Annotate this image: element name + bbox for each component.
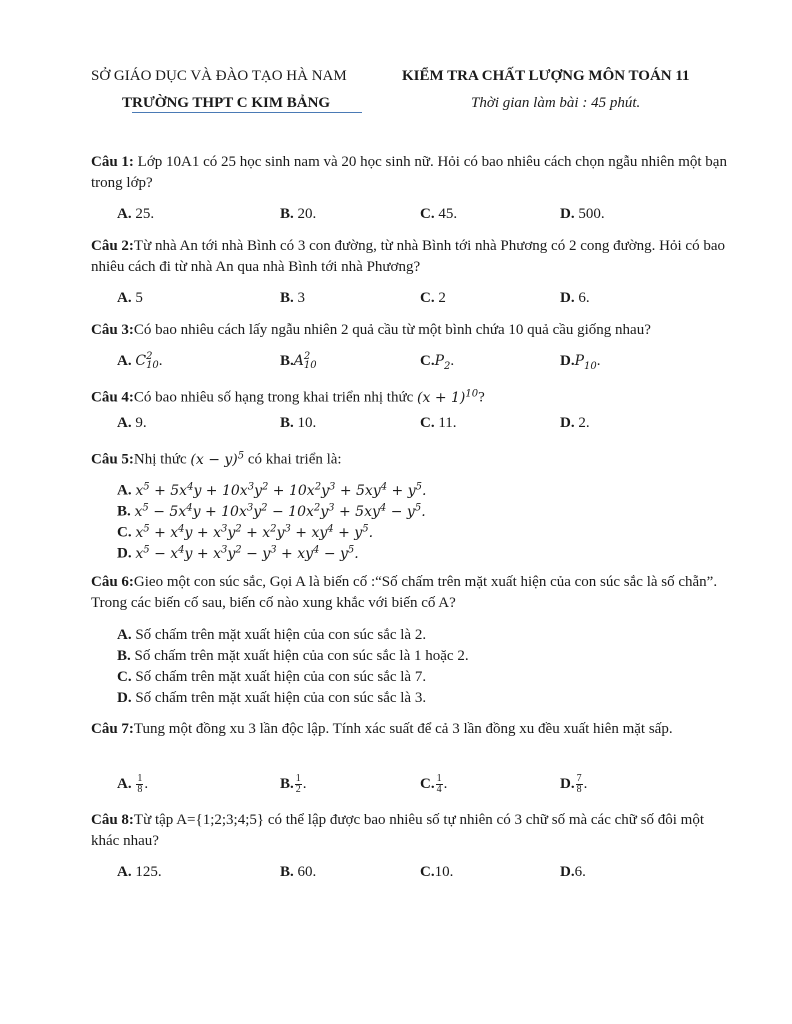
option-a — [117, 625, 426, 645]
arrangement-symbol — [294, 353, 317, 369]
subscript: 10 — [303, 360, 317, 371]
question-text: Tung một đồng xu 3 lần độc lập. Tính xác suất để cả 3 lần đồng xu đều xuất hiên mặt sấp. — [133, 721, 673, 737]
question-text: Từ nhà An tới nhà Bình có 3 con đường, từ nhà Bình tới nhà Phương có 2 cong đường. Hỏi có bao nhiêu cách đi từ nhà An qua nhà Bình tới nhà Phương? — [91, 238, 726, 275]
question-text: Có bao nhiêu cách lấy ngẫu nhiên 2 quả cầu từ một bình chứa 10 quả cầu giống nhau? — [133, 322, 651, 338]
subscript: 10 — [146, 360, 159, 371]
option-label: B. — [280, 206, 294, 222]
option-label: A. — [117, 864, 132, 880]
symbol-letter: A — [293, 353, 304, 369]
option-text: 2 — [438, 290, 446, 306]
question-7 — [91, 719, 736, 740]
option-d: D. $\frac{7}{8}$ . — [560, 773, 588, 796]
question-end: ? — [478, 389, 485, 406]
binomial-base: (x + 1) — [417, 389, 466, 406]
option-text: 3 — [297, 290, 306, 306]
option-label: D. — [560, 415, 575, 431]
option-label: B. — [117, 503, 131, 520]
expansion-formula: $x^5 - x^4y + x^3y^2 - y^3 + xy^4 - y^5$. — [135, 544, 359, 562]
option-d — [117, 688, 426, 708]
option-b — [280, 204, 316, 224]
numerator: 1 — [436, 773, 442, 785]
option-b: B. $\frac{1}{2}$ . — [280, 773, 307, 796]
exam-duration: Thời gian làm bài : 45 phút. — [471, 95, 641, 111]
question-label: Câu 2: — [91, 238, 134, 254]
question-text-end: có khai triển là: — [244, 451, 342, 468]
subscript: 10 — [584, 360, 597, 372]
option-b — [117, 646, 469, 666]
department-name: SỞ GIÁO DỤC VÀ ĐÀO TẠO HÀ NAM — [91, 68, 347, 84]
option-label: A. — [117, 353, 132, 369]
option-a — [117, 204, 154, 224]
option-label: A. — [117, 206, 132, 222]
option-label: A. — [117, 482, 132, 499]
fraction — [295, 774, 302, 795]
superscript: 2 — [303, 351, 311, 362]
school-underline — [132, 112, 362, 113]
exponent: 10 — [465, 388, 479, 399]
denominator: 4 — [436, 784, 442, 796]
question-3 — [91, 320, 736, 341]
permutation-symbol — [434, 353, 451, 372]
option-label: B. — [280, 776, 294, 792]
option-text: 2. — [578, 415, 590, 431]
question-label: Câu 3: — [91, 322, 134, 338]
question-8 — [91, 810, 736, 852]
option-text: 25. — [135, 206, 155, 222]
option-text: Số chấm trên mặt xuất hiện của con súc sắc là 1 hoặc 2. — [134, 648, 469, 664]
symbol-letter: P — [574, 353, 585, 369]
option-b — [280, 351, 317, 371]
option-text: 125. — [135, 864, 162, 880]
school-name: TRƯỜNG THPT C KIM BẢNG — [122, 95, 331, 111]
question-5 — [91, 445, 736, 471]
option-label: D. — [560, 206, 575, 222]
option-label: B. — [280, 864, 294, 880]
superscript: 2 — [146, 351, 153, 362]
option-label: B. — [280, 290, 294, 306]
numerator: 1 — [295, 773, 301, 785]
option-label: B. — [280, 415, 294, 431]
option-label: B. — [280, 353, 294, 369]
option-label: C. — [420, 776, 435, 792]
option-b — [280, 288, 305, 308]
option-label: C. — [420, 864, 435, 880]
option-label: C. — [420, 290, 435, 306]
exponent: 5 — [237, 450, 245, 461]
option-label: C. — [420, 353, 435, 369]
option-label: A. — [117, 415, 132, 431]
option-c — [420, 862, 453, 882]
option-b — [280, 862, 316, 882]
question-4 — [91, 383, 736, 409]
option-text: 6. — [578, 290, 590, 306]
option-d — [117, 540, 359, 564]
option-d — [560, 288, 590, 308]
option-label: A. — [117, 627, 132, 643]
question-text: Gieo một con súc sắc, Gọi A là biến cố :“Số chấm trên mặt xuất hiện của con súc sắc là số chẵn”. Trong các biến cố sau, biến cố nào xung khắc với biến cố A? — [91, 574, 718, 611]
option-text: 9. — [135, 415, 147, 431]
option-label: D. — [560, 290, 575, 306]
question-text: Từ tập A={1;2;3;4;5} có thể lập được bao nhiêu số tự nhiên có 3 chữ số mà các chữ số đôi một khác nhau? — [91, 812, 705, 849]
exam-title: KIỂM TRA CHẤT LƯỢNG MÔN TOÁN 11 — [402, 68, 690, 84]
question-label: Câu 4: — [91, 389, 134, 406]
symbol-letter: C — [135, 353, 147, 369]
option-a — [117, 288, 143, 308]
option-label: C. — [117, 524, 132, 541]
question-1 — [91, 152, 736, 194]
denominator: 8 — [576, 784, 582, 796]
option-text: 20. — [297, 206, 317, 222]
option-c — [420, 413, 457, 433]
option-label: B. — [117, 648, 131, 664]
option-label: C. — [117, 669, 132, 685]
expansion-formula: $x^5 + x^4y + x^3y^2 + x^2y^3 + xy^4 + y^5$. — [135, 523, 374, 541]
option-text: 11. — [438, 415, 457, 431]
fraction — [576, 774, 583, 795]
question-label: Câu 5: — [91, 451, 134, 468]
option-text: 6. — [574, 864, 586, 880]
option-a — [117, 413, 147, 433]
question-2 — [91, 236, 736, 278]
option-c — [420, 288, 446, 308]
question-text: Lớp 10A1 có 25 học sinh nam và 20 học sinh nữ. Hỏi có bao nhiêu cách chọn ngẫu nhiên một bạn trong lớp? — [91, 154, 727, 191]
denominator: 2 — [295, 784, 301, 796]
binomial-expression — [190, 452, 244, 468]
option-d: $D.P_{10}$. — [560, 353, 601, 372]
question-6 — [91, 572, 736, 614]
option-text: 5 — [135, 290, 143, 306]
question-label: Câu 1: — [91, 154, 134, 170]
option-label: D. — [560, 353, 575, 369]
fraction — [436, 774, 443, 795]
option-a: A. $\frac{1}{8}$ . — [117, 773, 149, 796]
expansion-formula: $x^5 - 5x^4y + 10x^3y^2 - 10x^2y^3 + 5xy^4 - y^5$. — [134, 502, 426, 520]
option-text: 500. — [578, 206, 605, 222]
expansion-formula: $x^5 + 5x^4y + 10x^3y^2 + 10x^2y^3 + 5xy^4 + y^5$. — [135, 481, 427, 499]
option-label: A. — [117, 290, 132, 306]
numerator: 1 — [137, 773, 143, 785]
option-d — [560, 204, 605, 224]
numerator: 7 — [576, 773, 582, 785]
question-label: Câu 7: — [91, 721, 134, 737]
symbol-letter: P — [434, 353, 445, 369]
option-text: 60. — [297, 864, 317, 880]
option-b — [280, 413, 316, 433]
option-text: 45. — [438, 206, 458, 222]
option-text: Số chấm trên mặt xuất hiện của con súc sắc là 2. — [135, 627, 427, 643]
option-c — [117, 667, 426, 687]
binomial-expression — [417, 390, 478, 406]
option-c: C. $\frac{1}{4}$ . — [420, 773, 448, 796]
option-text: 10. — [434, 864, 454, 880]
option-d — [560, 862, 586, 882]
option-text: Số chấm trên mặt xuất hiện của con súc sắc là 7. — [135, 669, 427, 685]
option-a: A. C 2 10 . — [117, 351, 163, 371]
combination-symbol — [135, 353, 158, 369]
question-label: Câu 8: — [91, 812, 134, 828]
option-d — [560, 413, 590, 433]
question-text: Có bao nhiêu số hạng trong khai triển nhị thức — [133, 389, 418, 406]
option-a — [117, 862, 162, 882]
option-label: A. — [117, 776, 132, 792]
question-label: Câu 6: — [91, 574, 134, 590]
option-c — [420, 204, 457, 224]
option-label: C. — [420, 415, 435, 431]
option-text: Số chấm trên mặt xuất hiện của con súc sắc là 3. — [135, 690, 427, 706]
subscript: 2 — [444, 360, 451, 372]
option-text: 10. — [297, 415, 317, 431]
option-label: D. — [117, 545, 132, 562]
question-text: Nhị thức — [133, 451, 191, 468]
option-label: D. — [560, 864, 575, 880]
option-label: D. — [117, 690, 132, 706]
fraction — [136, 774, 143, 795]
option-label: D. — [560, 776, 575, 792]
option-c: $C.P_2$. — [420, 353, 455, 372]
denominator: 8 — [137, 784, 143, 796]
option-label: C. — [420, 206, 435, 222]
binomial-base: (x − y) — [190, 451, 238, 468]
